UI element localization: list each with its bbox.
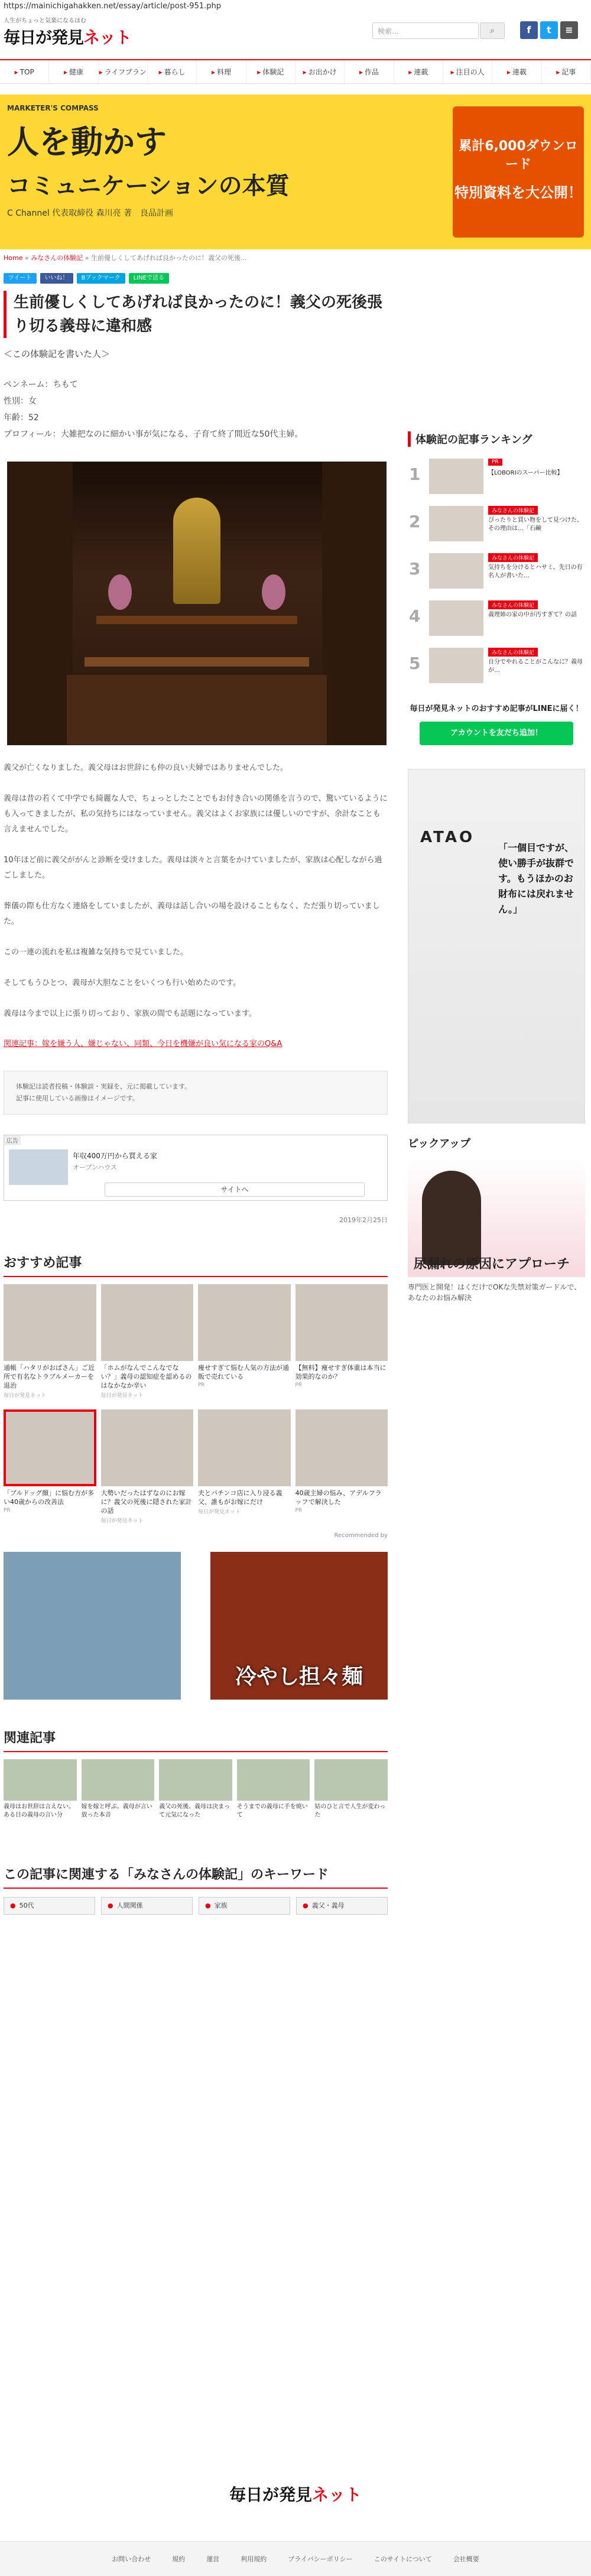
rank-category: みなさんの体験記 (488, 553, 538, 562)
note-line: 記事に使用している画像はイメージです。 (16, 1094, 139, 1102)
article-photo (7, 462, 387, 745)
thumbnail (4, 1409, 96, 1486)
logo-main: 毎日が発見 (4, 28, 84, 47)
breadcrumb (4, 253, 246, 262)
breadcrumb-category[interactable]: みなさんの体験記 (31, 254, 83, 262)
ad-tag: 広告 (4, 1135, 21, 1145)
related-article-link[interactable]: 関連記事：嫁を嫌う人、嫌じゃない、同類、今日を機嫌が良い気になる家のQ&A (4, 1040, 282, 1048)
rank-title: 義理姉の家の中が汚すぎて？の話 (488, 612, 577, 618)
rank-category: みなさんの体験記 (488, 506, 538, 515)
ranking-item[interactable] (408, 456, 585, 501)
source: PR (198, 1382, 205, 1388)
thumbnail (82, 1759, 155, 1801)
rank-title: 【LOBORIのスーパー比較】 (488, 470, 563, 476)
tweet-button[interactable]: ツイート (4, 273, 37, 284)
footer-logo[interactable] (0, 2482, 591, 2506)
site-logo[interactable] (4, 25, 131, 48)
share-buttons (4, 273, 169, 284)
thumbnail (296, 1409, 388, 1486)
twitter-icon[interactable]: t (540, 21, 558, 39)
author-subhead: ＜この体験記を書いた人＞ (4, 349, 111, 359)
rank-category: PR (488, 459, 502, 466)
banner-promo-2: 特別資料を大公開！ (454, 184, 582, 201)
search-input[interactable]: 検索... (372, 22, 479, 39)
search-icon[interactable]: ⌕ (480, 22, 505, 39)
altar-door-left (8, 462, 73, 745)
source: PR (295, 1508, 303, 1513)
caption: 姑のひと言で人生が変わった (314, 1804, 386, 1818)
model-photo (422, 1171, 481, 1265)
thumbnail (296, 1284, 388, 1361)
thumbnail (101, 1284, 194, 1361)
paragraph: 義父が亡くなりました。義父母はお世辞にも仲の良い夫婦ではありませんでした。 (4, 764, 288, 772)
paragraph: 10年ほど前に義父ががんと診断を受けました。義母は淡々と言葉をかけていましたが、家族は心配しながら過ごしました。 (4, 856, 382, 880)
thumbnail (4, 1759, 77, 1801)
ad-copy: 「一個目ですが、使い勝手が抜群です。もうほかのお財布には戻れません。」 (498, 842, 574, 915)
main-column (0, 291, 394, 1915)
caption: 【無料】痩せすぎ体重は本当に効果的なのか？ (295, 1364, 387, 1380)
line-share-button[interactable]: LINEで送る (129, 273, 169, 284)
banner-publisher: C Channel 代表取締役 森川亮 著 良品計画 (7, 209, 174, 218)
main-nav (0, 60, 591, 84)
sidebar-ad[interactable] (408, 769, 585, 1123)
altar-shelf (96, 616, 297, 624)
altar-shelf (85, 657, 309, 667)
source: 毎日が発見ネット (100, 1518, 144, 1524)
profile-line: 性別：女 (4, 397, 37, 406)
nav-item[interactable]: ▸ TOP (0, 60, 49, 83)
bookmark-button[interactable]: Bブックマーク (77, 273, 125, 284)
thumbnail (198, 1409, 291, 1486)
recommend-item[interactable] (296, 1284, 388, 1405)
nav-item[interactable]: ▸ 連載 (492, 60, 541, 83)
nav-item[interactable]: ▸ 体験記 (246, 60, 296, 83)
rank-category: みなさんの体験記 (488, 648, 538, 657)
altar-ornament (173, 498, 220, 604)
banner-promo-1: 累計6,000ダウンロード (459, 139, 578, 172)
recommend-item[interactable] (101, 1409, 194, 1530)
rank-number: 5 (409, 654, 421, 673)
related-item[interactable] (159, 1759, 232, 1836)
rank-title: ぴったりと買い物をして見つけた、その理由は…「石鹸 (488, 517, 583, 532)
source: 毎日が発見ネット (198, 1509, 241, 1515)
banner-promo[interactable] (453, 106, 584, 238)
paragraph: 義母は今まで以上に張り切っており、家族の間でも話題になっています。 (4, 1009, 256, 1018)
like-button[interactable]: いいね！ (40, 273, 73, 284)
nav-item[interactable]: ▸ 健康 (49, 60, 98, 83)
sidebar (408, 431, 585, 1303)
related-heading: 関連記事 (4, 1728, 388, 1752)
source: PR (295, 1382, 303, 1388)
ad-subtitle: オープンハウス (73, 1164, 117, 1171)
nav-item[interactable]: ▸ お出かけ (296, 60, 345, 83)
ranking-heading: 体験記の記事ランキング (408, 431, 585, 447)
keyword-tag[interactable]: ● 50代 (4, 1897, 95, 1915)
nav-item[interactable]: ▸ 注目の人 (443, 60, 492, 83)
breadcrumb-home[interactable]: Home (4, 254, 23, 262)
square-ad-right[interactable] (210, 1552, 388, 1700)
ads-pair (4, 1552, 388, 1700)
ad-site-button[interactable]: サイトへ (105, 1183, 365, 1197)
paragraph: 葬儀の際も仕方なく連絡をしていましたが、義母は話し合いの場を設けることもなく、ただ張り切っていました。 (4, 902, 380, 926)
thumbnail (198, 1284, 291, 1361)
rank-number: 2 (409, 512, 421, 531)
flower (262, 574, 285, 610)
ranking-item[interactable] (408, 645, 585, 690)
related-grid (4, 1759, 388, 1836)
ad-title: 年収400万円から買える家 (73, 1152, 157, 1160)
url-bar[interactable]: https://mainichigahakken.net/essay/article/post-951.php (4, 2, 221, 11)
ad-brand: ATAO (420, 829, 475, 846)
profile-line: ペンネーム：ちもて (4, 380, 78, 389)
source: PR (4, 1508, 11, 1513)
facebook-icon[interactable]: f (520, 21, 538, 39)
recommend-item[interactable] (101, 1284, 194, 1405)
thumbnail (429, 600, 483, 636)
nav-item[interactable]: ▸ 連載 (394, 60, 443, 83)
profile-line: 年齢：52 (4, 413, 39, 423)
logo-main: 毎日が発見 (229, 2485, 312, 2504)
caption: 痩せすぎて悩む人気の方法が通販で売れている (198, 1364, 289, 1380)
thumbnail (237, 1759, 310, 1801)
keyword-tag[interactable]: ● 義父・義母 (296, 1897, 388, 1915)
related-item[interactable] (237, 1759, 310, 1836)
caption: そうまでの義母に手を焼いて (236, 1804, 308, 1818)
flower (108, 574, 132, 610)
logo-net: ネット (312, 2485, 362, 2504)
ad-image (9, 1149, 68, 1185)
rank-title: 自分でやれることがこんなに？義母が… (488, 659, 583, 674)
square-ad-left[interactable] (4, 1552, 181, 1700)
profile-line: プロフィール：大雑把なのに細かい事が気になる、子育て終了間近な50代主婦。 (4, 430, 303, 439)
menu-icon[interactable]: ≡ (560, 21, 578, 39)
line-promo-title: 毎日が発見ネットのおすすめ記事がLINEに届く！ (410, 704, 583, 713)
rank-number: 4 (409, 606, 421, 626)
recommend-item[interactable] (4, 1409, 96, 1530)
article-date: 2019年2月25日 (339, 1216, 388, 1224)
rank-category: みなさんの体験記 (488, 600, 538, 609)
thumbnail (159, 1759, 232, 1801)
nav-item[interactable]: ▸ 暮らし (148, 60, 197, 83)
pickup-caption: 尿漏れの原因にアプローチ (414, 1257, 570, 1272)
altar-cabinet (67, 675, 327, 745)
thumbnail (429, 459, 483, 494)
caption: 夫とパチンコ店に入り浸る義父、誰もがお嫁にだけ (198, 1489, 282, 1506)
ad-text: 冷やし担々麺 (235, 1665, 363, 1689)
footer-link[interactable]: 規約 (172, 2555, 186, 2563)
recommend-item[interactable] (4, 1284, 96, 1405)
rank-number: 1 (409, 464, 421, 484)
site-header (0, 13, 591, 60)
ranking-item[interactable] (408, 598, 585, 643)
recommend-footer: Recommended by (334, 1532, 388, 1539)
nav-item[interactable]: ▸ ライフプラン (99, 60, 148, 83)
caption: 嫁を嫁と呼ぶ。義母が言い放った本音 (81, 1804, 152, 1818)
thumbnail (429, 648, 483, 683)
recommend-item[interactable] (198, 1284, 291, 1405)
breadcrumb-sep: » (85, 254, 89, 262)
caption: 40歳主婦の悩み、アデルフラッフで解決した (295, 1489, 382, 1506)
caption: 義父の死後、義母は決まって元気になった (159, 1804, 230, 1818)
thumbnail (4, 1284, 96, 1361)
banner-headline: 人を動かす (7, 124, 167, 161)
thumbnail (429, 506, 483, 541)
footer-link[interactable]: 利用規約 (241, 2555, 267, 2563)
keyword-tag[interactable]: ● 家族 (199, 1897, 290, 1915)
caption: 「ブルドッグ顔」に悩む方が多い40歳からの改善法 (4, 1489, 95, 1506)
nav-item[interactable]: ▸ 記事 (542, 60, 591, 83)
paragraph: 義母は昔の若くて中学でも綺麗な人で、ちょっとしたことでもお付き合いの関係を言うので、驚いているようにも入ってきましたが、私の気持ちにはなっていません。義父はよくお家族には優しいのですが、余計なことも言えませんでした。 (4, 794, 388, 834)
footer-links (0, 2541, 591, 2576)
keyword-tag[interactable]: ● 人間関係 (101, 1897, 193, 1915)
banner-left (7, 104, 441, 240)
article-body (4, 761, 388, 1022)
nav-item[interactable]: ▸ 作品 (345, 60, 394, 83)
source: 毎日が発見ネット (4, 1393, 47, 1399)
pickup-heading: ピックアップ (408, 1138, 471, 1150)
related-item[interactable] (82, 1759, 155, 1836)
caption: 義母はお世辞は言えない。ある日の義母の言い分 (4, 1804, 74, 1818)
inline-ad[interactable] (4, 1135, 388, 1201)
ranking-item[interactable] (408, 551, 585, 596)
notes-box (4, 1071, 388, 1115)
rank-title: 気持ちを分けるとハサミ、先日の有名人が書いた… (488, 564, 583, 579)
keyword-list (4, 1897, 388, 1915)
keywords-heading: この記事に関連する「みなさんの体験記」のキーワード (4, 1864, 388, 1889)
related-item[interactable] (4, 1759, 77, 1836)
thumbnail (314, 1759, 388, 1801)
pickup-image[interactable] (408, 1159, 585, 1277)
recommend-item[interactable] (296, 1409, 388, 1530)
thumbnail (429, 553, 483, 589)
caption: 通帳「ハタリがおばさん」ご近所で有名なトラブルメーカーを退治 (4, 1364, 95, 1389)
footer-link[interactable]: お問い合わせ (112, 2555, 151, 2563)
recommend-heading: おすすめ記事 (4, 1253, 388, 1277)
line-add-friend-button[interactable]: アカウントを友だち追加！ (420, 722, 573, 745)
source: 毎日が発見ネット (100, 1393, 144, 1399)
ranking-item[interactable] (408, 503, 585, 548)
breadcrumb-sep: » (24, 254, 29, 262)
note-line: 体験記は読者投稿・体験談・実録を、元に掲載しています。 (16, 1083, 191, 1090)
caption: 「ホムがなんでこんなでない？」義母の認知症を認めるのはなかなか辛い (100, 1364, 192, 1389)
rank-number: 3 (409, 559, 421, 579)
thumbnail (101, 1409, 194, 1486)
breadcrumb-current: 生前優しくしてあげれば良かったのに！義父の死後... (90, 254, 247, 262)
top-banner-ad[interactable] (0, 95, 591, 249)
banner-headline-2: コミュニケーションの本質 (7, 173, 290, 200)
footer-link[interactable]: このサイトについて (374, 2555, 432, 2563)
altar-door-right (322, 462, 387, 745)
paragraph: そしてもうひとつ、義母が大胆なことをいくつも行い始めたのです。 (4, 979, 241, 987)
author-profile (4, 376, 394, 443)
logo-net: ネット (83, 28, 132, 47)
paragraph: この一連の流れを私は複雑な気持ちで見ていました。 (4, 948, 188, 957)
banner-brand: MARKETER'S COMPASS (7, 104, 99, 112)
pickup-text[interactable]: 専門医と開発！はくだけでOKな失禁対策ガードルで、あなたのお悩み解決 (408, 1283, 582, 1302)
recommend-grid (4, 1284, 388, 1530)
tagline: 人生がちょっと気楽になるほむ (4, 18, 86, 24)
footer-link[interactable]: 会社概要 (453, 2555, 479, 2563)
caption: 大勢いだったはずなのにお嫁に？義父の死後に隠された家計の話 (100, 1489, 192, 1515)
footer-link[interactable]: プライバシーポリシー (288, 2555, 353, 2563)
nav-item[interactable]: ▸ 料理 (197, 60, 246, 83)
recommend-item[interactable] (198, 1409, 291, 1530)
related-item[interactable] (314, 1759, 388, 1836)
footer-link[interactable]: 運営 (206, 2555, 220, 2563)
article-title: 生前優しくしてあげれば良かったのに！義父の死後張り切る義母に違和感 (4, 291, 388, 338)
